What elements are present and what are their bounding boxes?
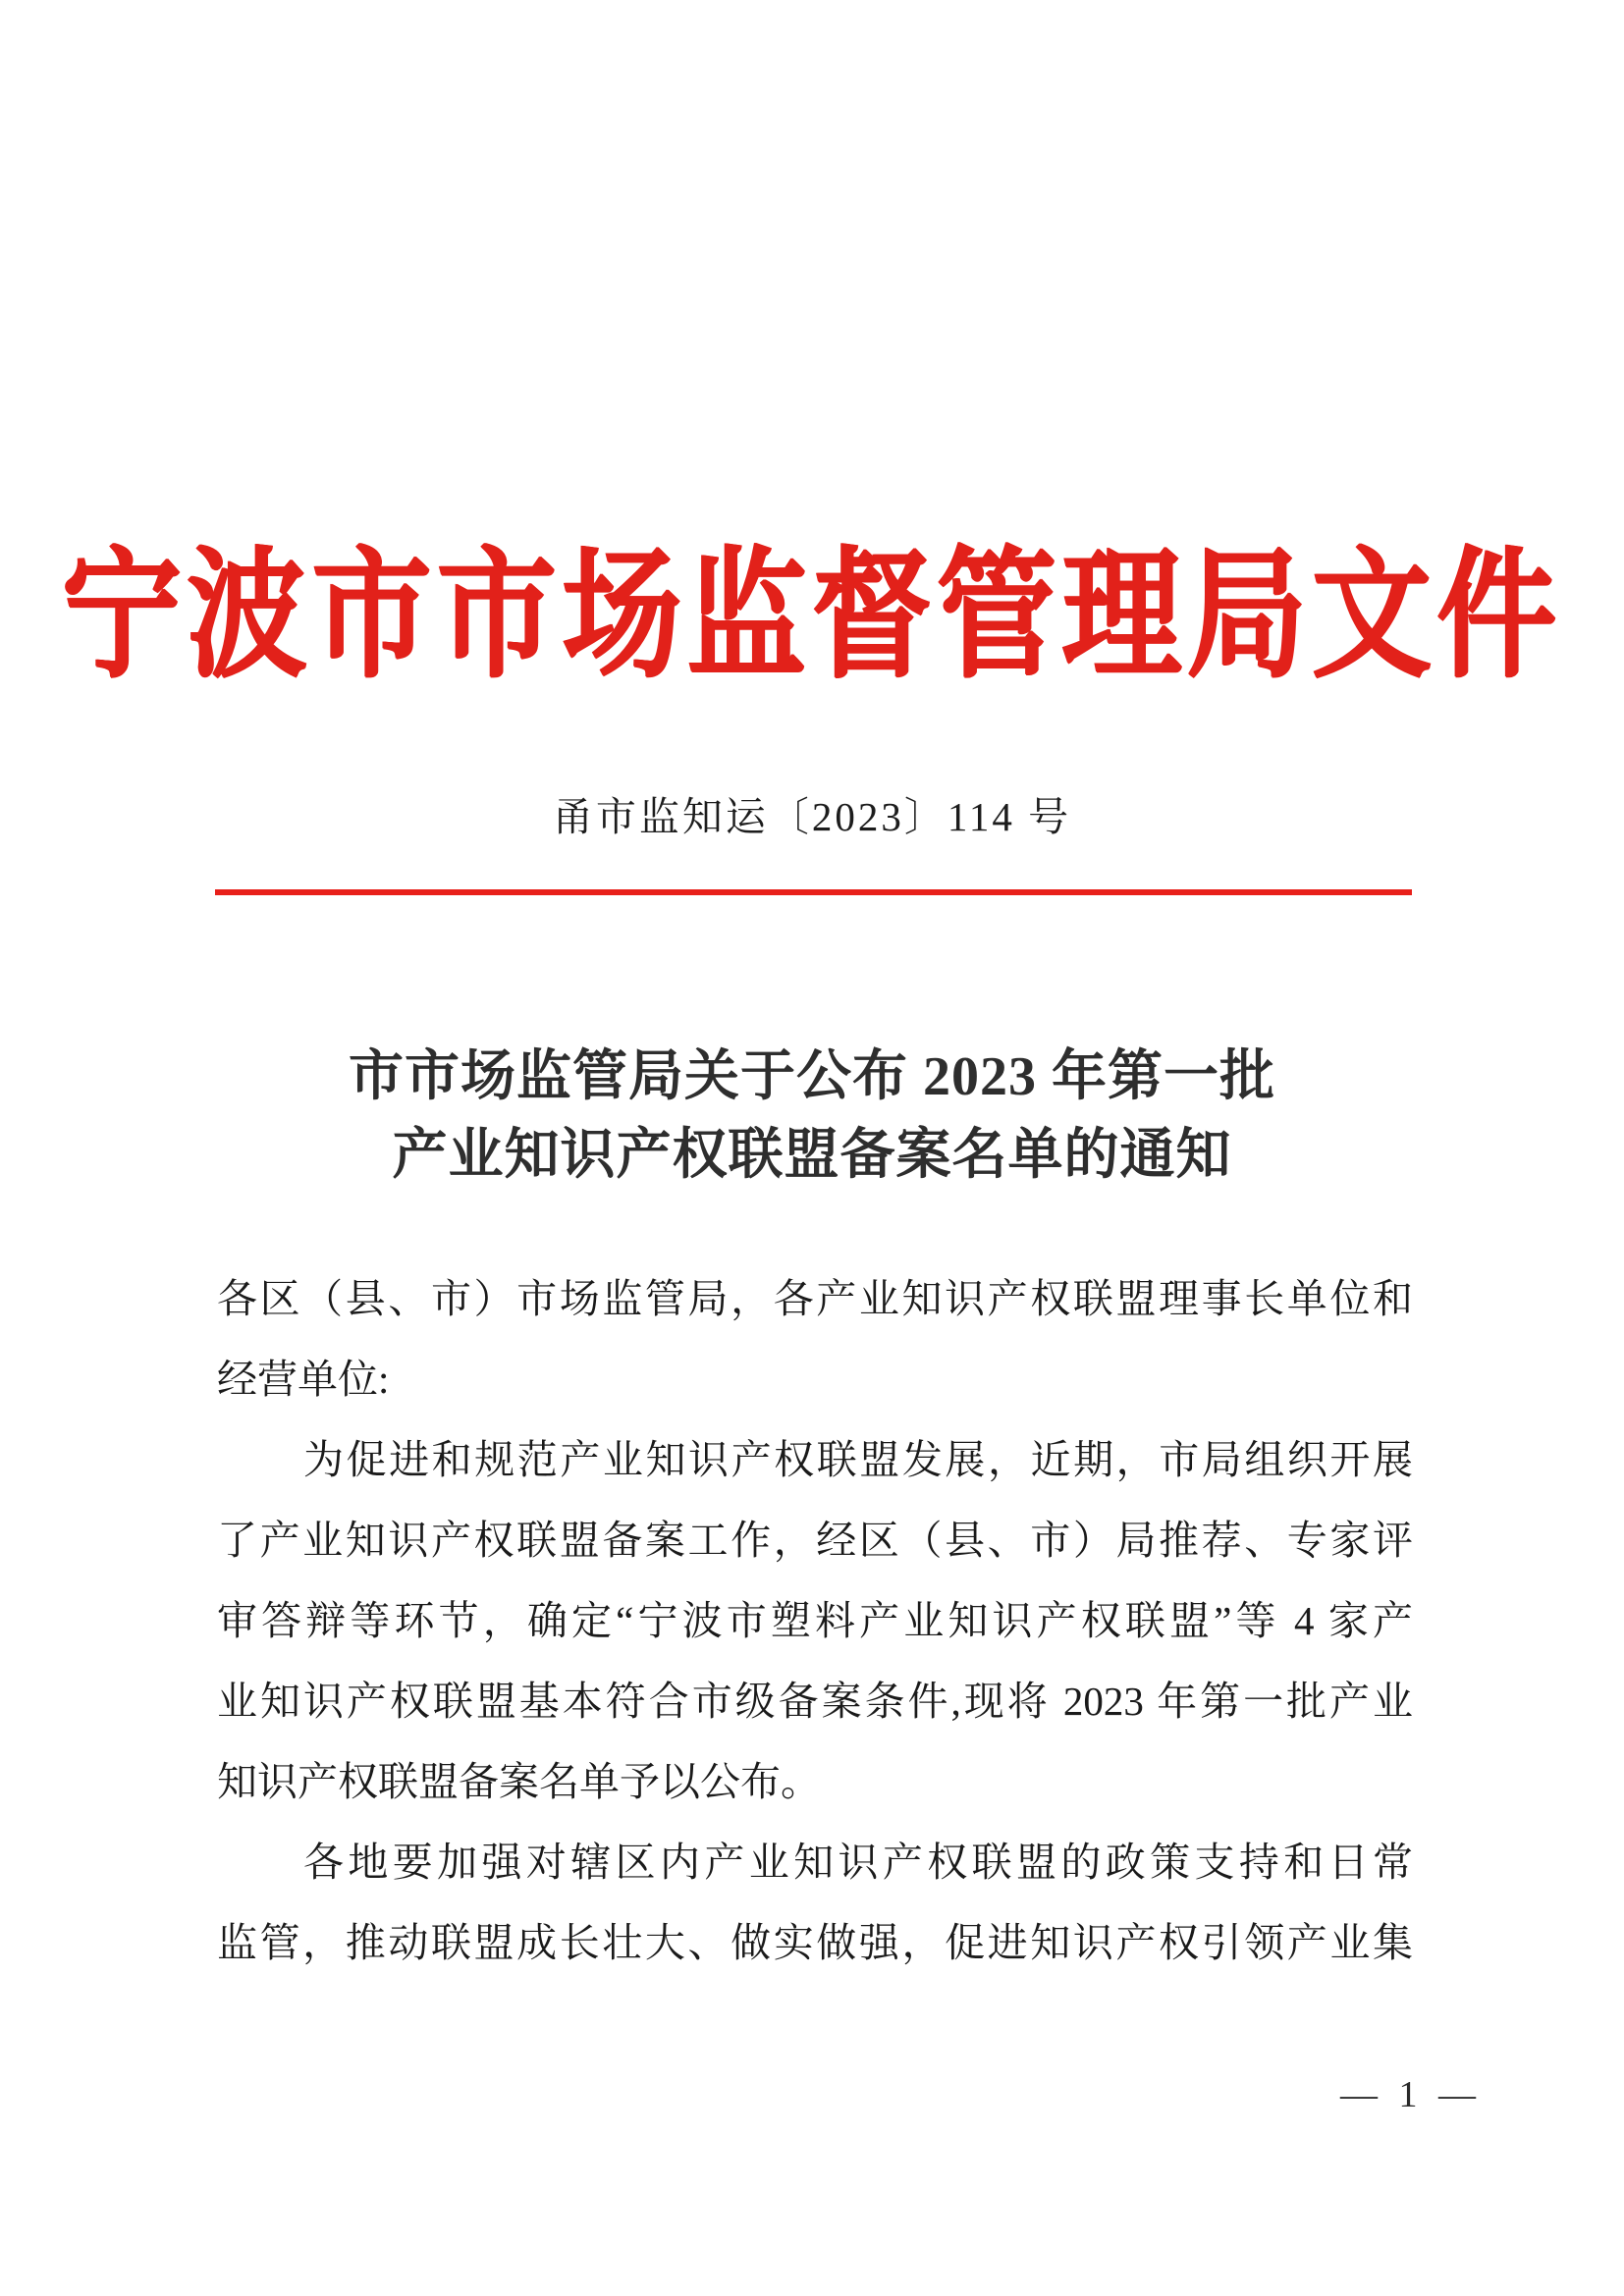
page-number: — 1 — xyxy=(1340,2074,1482,2115)
body-line: 了产业知识产权联盟备案工作，经区（县、市）局推荐、专家评 xyxy=(217,1518,1413,1563)
masthead-title: 宁波市市场监督管理局文件 xyxy=(62,538,1562,695)
page-title-line-1: 市市场监管局关于公布 2023 年第一批 xyxy=(349,1046,1275,1107)
masthead xyxy=(0,538,1624,695)
body-line: 各地要加强对辖区内产业知识产权联盟的政策支持和日常 xyxy=(303,1840,1413,1885)
page-footer xyxy=(0,2073,1624,2116)
document-body xyxy=(217,1258,1413,1983)
document-number: 甬市监知运〔2023〕114 号 xyxy=(552,794,1072,839)
body-line: 为促进和规范产业知识产权联盟发展，近期，市局组织开展 xyxy=(303,1437,1413,1482)
body-line: 业知识产权联盟基本符合市级备案条件,现将 2023 年第一批产业 xyxy=(217,1679,1413,1724)
body-line: 监管，推动联盟成长壮大、做实做强，促进知识产权引领产业集 xyxy=(217,1920,1413,1965)
red-separator-rule xyxy=(215,889,1412,895)
page-title xyxy=(196,1039,1428,1195)
body-line: 经营单位: xyxy=(217,1357,390,1402)
body-line: 知识产权联盟备案名单予以公布。 xyxy=(217,1759,821,1804)
body-line: 审答辩等环节，确定“宁波市塑料产业知识产权联盟”等 4 家产 xyxy=(217,1598,1413,1643)
page-title-line-2: 产业知识产权联盟备案名单的通知 xyxy=(392,1124,1232,1186)
body-line: 各区（县、市）市场监管局，各产业知识产权联盟理事长单位和 xyxy=(217,1276,1413,1321)
